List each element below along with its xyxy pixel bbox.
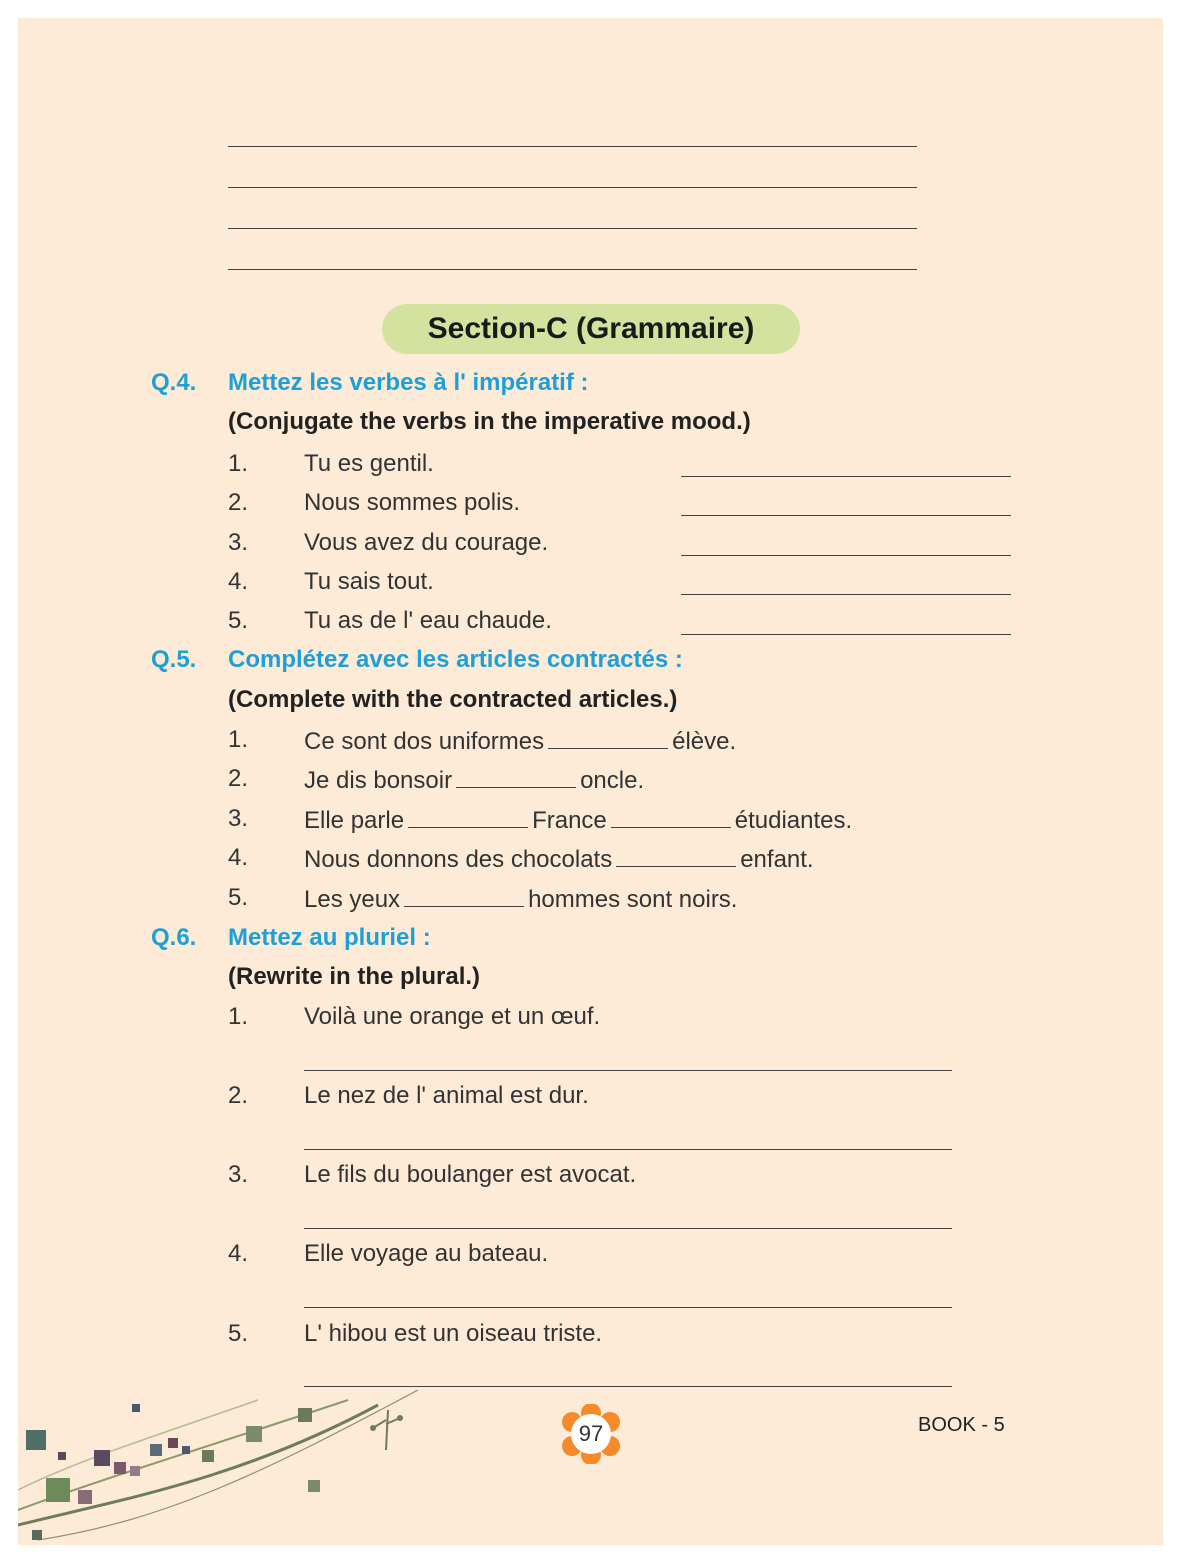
- q5-text-part: Nous donnons des chocolats: [304, 846, 613, 873]
- q5-title: Complétez avec les articles contractés :: [228, 646, 683, 673]
- q4-item-number: 1.: [228, 450, 249, 477]
- q5-text-part: Ce sont dos uniformes: [304, 728, 545, 755]
- q4-item-text: Tu as de l' eau chaude.: [304, 607, 552, 634]
- q5-text-part: élève.: [672, 728, 737, 755]
- q6-answer-line[interactable]: [304, 1307, 952, 1308]
- q4-title: Mettez les verbes à l' impératif :: [228, 369, 589, 396]
- q4-answer-line[interactable]: [681, 515, 1011, 516]
- q4-item-number: 4.: [228, 568, 249, 595]
- answer-line[interactable]: [228, 269, 917, 270]
- answer-line[interactable]: [228, 146, 917, 147]
- q6-item-number: 3.: [228, 1161, 249, 1188]
- fill-blank[interactable]: [456, 765, 576, 788]
- q5-text-part: hommes sont noirs.: [528, 886, 738, 913]
- q6-item-text: Elle voyage au bateau.: [304, 1240, 549, 1267]
- q6-answer-line[interactable]: [304, 1149, 952, 1150]
- q5-subtitle: (Complete with the contracted articles.): [228, 686, 678, 713]
- q6-item-text: L' hibou est un oiseau triste.: [304, 1320, 603, 1347]
- q6-item-number: 1.: [228, 1003, 249, 1030]
- q5-item-number: 4.: [228, 844, 249, 871]
- q6-title: Mettez au pluriel :: [228, 924, 431, 951]
- q5-number: Q.5.: [151, 646, 197, 673]
- fill-blank[interactable]: [611, 805, 731, 828]
- q5-text-part: Elle parle: [304, 807, 405, 834]
- q4-item-text: Vous avez du courage.: [304, 529, 549, 556]
- q4-item-text: Tu es gentil.: [304, 450, 434, 477]
- q6-item-number: 2.: [228, 1082, 249, 1109]
- page-number: 97: [578, 1421, 604, 1446]
- q5-item-text: [304, 884, 737, 914]
- q5-item-text: [304, 844, 814, 874]
- q5-text-part: France: [532, 807, 607, 834]
- q5-text-part: étudiantes.: [734, 807, 853, 834]
- q5-item-text: [304, 726, 736, 756]
- q6-number: Q.6.: [151, 924, 197, 951]
- q6-answer-line[interactable]: [304, 1228, 952, 1229]
- q4-answer-line[interactable]: [681, 555, 1011, 556]
- q4-item-text: Nous sommes polis.: [304, 489, 521, 516]
- q4-item-text: Tu sais tout.: [304, 568, 434, 595]
- q4-item-number: 3.: [228, 529, 249, 556]
- q5-item-text: [304, 805, 852, 835]
- q4-number: Q.4.: [151, 369, 197, 396]
- answer-line[interactable]: [228, 228, 917, 229]
- q5-item-text: [304, 765, 644, 795]
- fill-blank[interactable]: [408, 805, 528, 828]
- q6-item-number: 5.: [228, 1320, 249, 1347]
- book-label: BOOK - 5: [918, 1414, 1005, 1436]
- q6-subtitle: (Rewrite in the plural.): [228, 963, 481, 990]
- q5-text-part: enfant.: [740, 846, 814, 873]
- q6-answer-line[interactable]: [304, 1070, 952, 1071]
- q5-item-number: 1.: [228, 726, 249, 753]
- q5-text-part: Je dis bonsoir: [304, 767, 453, 794]
- answer-line[interactable]: [228, 187, 917, 188]
- q4-answer-line[interactable]: [681, 476, 1011, 477]
- q5-item-number: 2.: [228, 765, 249, 792]
- q5-item-number: 3.: [228, 805, 249, 832]
- decorative-vine-corner: [18, 1390, 438, 1545]
- q6-answer-line[interactable]: [304, 1386, 952, 1387]
- q4-subtitle: (Conjugate the verbs in the imperative mood.): [228, 408, 751, 435]
- q5-text-part: Les yeux: [304, 886, 401, 913]
- q6-item-text: Le fils du boulanger est avocat.: [304, 1161, 637, 1188]
- q5-item-number: 5.: [228, 884, 249, 911]
- q4-item-number: 2.: [228, 489, 249, 516]
- q5-text-part: oncle.: [580, 767, 645, 794]
- q4-item-number: 5.: [228, 607, 249, 634]
- q6-item-text: Le nez de l' animal est dur.: [304, 1082, 589, 1109]
- q4-answer-line[interactable]: [681, 634, 1011, 635]
- fill-blank[interactable]: [548, 726, 668, 749]
- q4-answer-line[interactable]: [681, 594, 1011, 595]
- q6-item-text: Voilà une orange et un œuf.: [304, 1003, 601, 1030]
- section-title: Section-C (Grammaire): [382, 304, 800, 354]
- fill-blank[interactable]: [616, 844, 736, 867]
- q6-item-number: 4.: [228, 1240, 249, 1267]
- fill-blank[interactable]: [404, 884, 524, 907]
